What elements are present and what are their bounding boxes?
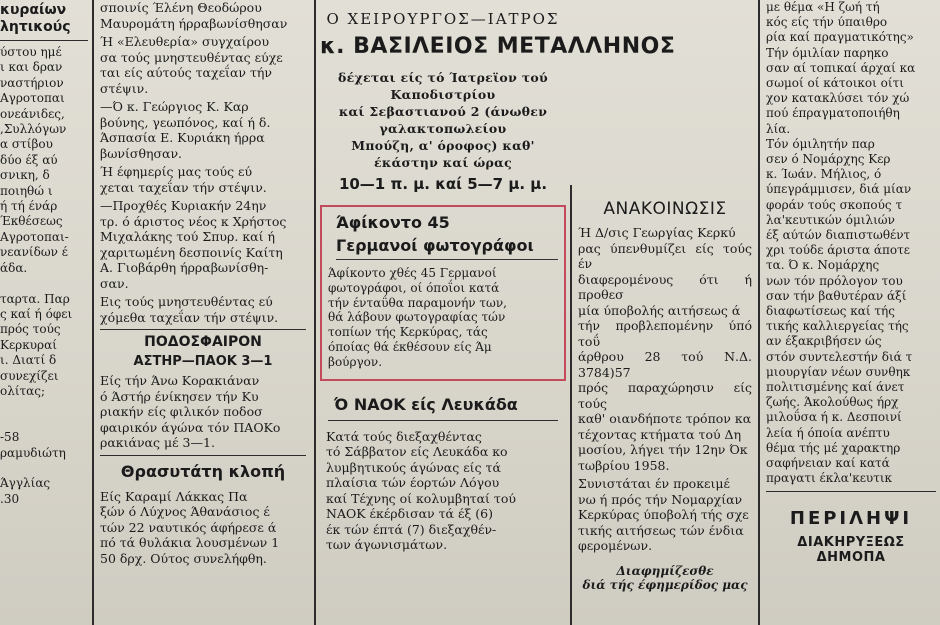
column-1-line: ι. Διατί δ bbox=[0, 353, 57, 368]
doctor-ad-hours: 10—1 π. μ. καί 5—7 μ. μ. bbox=[338, 175, 548, 193]
column-1-line bbox=[0, 399, 88, 414]
column-1-line: σνικη, δ bbox=[0, 168, 50, 183]
column-1-line: Αγροτοπαι- bbox=[0, 229, 69, 244]
photographers-heading-2: Γερμανοί φωτογράφοι bbox=[336, 236, 558, 260]
column-1-lines bbox=[0, 45, 88, 507]
engagement-para-4: Ή έφημερίς μας τούς εύ χεται ταχεΐαν τήν στέψιν. bbox=[100, 164, 267, 195]
column-1-line: Κερκυραί bbox=[0, 337, 57, 352]
column-1-line: .30 bbox=[0, 491, 20, 506]
engagement-para-2: Ή «Ελευθερία» συγχαίρου σα τούς μνηστευθέντας εύχε ται είς αύτούς ταχεΐαν τήν στέψιν. bbox=[100, 34, 283, 96]
sport-heading: ΠΟΔΟΣΦΑΙΡΟΝ bbox=[144, 334, 262, 350]
column-1-line: Αγροτοπαι bbox=[0, 91, 65, 106]
engagement-para-1: σποινίς Έλένη Θεοδώρου Μαυρομάτη ήρραβωνίσθησαν bbox=[100, 0, 288, 31]
summary-heading: ΠΕΡΙΛΗΨΙ bbox=[789, 507, 913, 529]
lecture-para: με θέμα «Η ζωή τή κός είς τήν ύπαιθρο ρία καί πραγματικότης» Τήν όμιλίαν παρηκο σαν αί τοπικαί άρχαί κα σωμοί οί κάτοικοι οίτι χον κατακλύσει τόν χώ πού έπραγματοποιήθη λία. Τόν όμιλητήν παρ σεν ό Νομάρχης Κερ κ. Ίωάν. Μήλιος, ό ύπεγράμμισεν, διά μίαν φοράν τούς σκοπούς τ λα'κευτικών όμιλιών έξ αύτών διαπιστωθέντ χρι τούδε άριστα άποτε τα. Ό κ. Νομάρχης νων τόν πρόλογον του σαν τήν βαθυτέραν άξί διαφωτίσεως καί τής τικής καλλιεργείας τής αν έξακριβήσεν ώς στόν συντελεστήν διά τ μιουργίαν νέων συνθηκ πολιτισμένης καί άνετ ζωής. Άκολούθως ήρχ μιλοΰσα ή κ. Δεσποινί λεία ή όποία ανέπτυ θέμα τής μέ χαρακτηρ σαφήνειαν καί κατά πραγατι έκλα'κευτικ bbox=[766, 0, 916, 486]
column-1 bbox=[0, 0, 88, 625]
tender-heading: ΔΙΑΚΗΡΥΞΕΩΣ ΔΗΜΟΠΑ bbox=[797, 534, 905, 565]
column-1-line: πρός τούς bbox=[0, 322, 61, 337]
column-1-line: α στίβου bbox=[0, 137, 53, 152]
column-1-line bbox=[0, 415, 88, 430]
doctor-ad-body: δέχεται είς τό Ίατρεϊον τού Καποδιστρίου καί Σεβαστιανού 2 (άνωθεν γαλακτοπωλείου Μπούζη, α' όροφος) καθ' έκάστην καί ώρας bbox=[337, 70, 549, 170]
column-1-line: -58 bbox=[0, 430, 20, 445]
doctor-ad-title: Ο ΧΕΙΡΟΥΡΓΟΣ—ΙΑΤΡΟΣ bbox=[326, 10, 560, 28]
column-1-rule bbox=[0, 40, 88, 41]
announcement-para-1: Ή Δ/σις Γεωργίας Κερκύ ρας ύπενθυμίζει είς τούς έν διαφερομένους ότι ή προθεσ μία ύποβολής αιτήσεως ά τήν προβλεπομένην ύπό τοΰ άρθρου 28 τού Ν.Δ. 3784)57 πρός παραχώρησιν είς τούς καθ' οιανδήποτε τρόπον κα τέχοντας κτήματα τού Δη μοσίου, λήγει τήν 12ην Όκ τωβρίου 1958. bbox=[578, 225, 752, 473]
column-divider-1 bbox=[92, 0, 94, 625]
announcement-para-2: Συνιστάται έν προκειμέ νω ή πρός τήν Νομαρχίαν Κερκύρας ύποβολή τής σχε τικής αιτήσεως τών ένδια φερομένων. bbox=[578, 476, 749, 553]
column-1-heading: κυραίων λητικούς bbox=[0, 2, 71, 35]
column-1-line: ονεάνιδες, bbox=[0, 106, 65, 121]
column-1-line: Άγγλίας bbox=[0, 476, 51, 491]
column-2 bbox=[96, 0, 310, 625]
column-1-line: ύστου ημέ bbox=[0, 45, 62, 59]
theft-para: Είς Καραμί Λάκκας Πα ξών ό Λύχνος Άθανάσιος έ τών 22 ναυτικός άφήρεσε ά πό τά θυλάκια λουσμένων 1 50 δρχ. Ούτος συνελήφθη. bbox=[100, 488, 280, 566]
announcement-heading: ΑΝΑΚΟΙΝΩΣΙΣ bbox=[603, 199, 727, 219]
column-5-rule bbox=[766, 491, 936, 492]
photographers-para: Άφίκοντο χθές 45 Γερμανοί φωτογράφοι, οί όποΐοι κατά τήν ένταΰθα παραμονήν των, θά λάβουν φωτογραφίας τών τοπίων τής Κερκύρας, τάς όποίας θά έκθέσουν είς Άμ βούργον. bbox=[328, 266, 507, 369]
doctor-ad-name: κ. ΒΑΣΙΛΕΙΟΣ ΜΕΤΑΛΛΗΝΟΣ bbox=[320, 34, 676, 59]
column-1-line bbox=[0, 276, 88, 291]
naok-para: Κατά τούς διεξαχθέντας τό Σάββατον είς Λευκάδα κο λυμβητικούς άγώνας είς τά πλαίσια τών έορτών Λόγου καί Τέχνης οί κολυμβηταί τού ΝΑΟΚ έκέρδισαν τά έξ (6) έκ τών έπτά (7) διεξαχθέν- των άγωνισμάτων. bbox=[326, 428, 516, 553]
column-divider-4 bbox=[758, 0, 760, 625]
sport-para: Είς τήν Άνω Κορακιάναν ό Άστήρ ένίκησεν τήν Κυ ριακήν είς φιλικόν ποδοσ φαιρικόν άγώνα τόν ΠΑΟΚο ρακιάνας μέ 3—1. bbox=[100, 373, 281, 450]
column-1-line: ή τή ένάρ bbox=[0, 199, 58, 214]
photographers-article-frame bbox=[320, 205, 566, 381]
engagement-para-5: —Προχθές Κυριακήν 24ην τρ. ό άριστος νέος κ Χρήστος Μιχαλάκης τού Σπυρ. καί ή χαριτωμένη δεσποινίς Καίτη Α. Γιοβάρθη ήρραβωνίσθη- σαν. bbox=[100, 198, 287, 291]
theft-heading: Θρασυτάτη κλοπή bbox=[120, 461, 286, 481]
column-divider-2 bbox=[314, 0, 316, 625]
engagement-para-6: Εις τούς μνηστευθέντας εύ χόμεθα ταχεΐαν τήν στέψιν. bbox=[100, 294, 279, 325]
sport-rule bbox=[100, 329, 306, 330]
column-1-line: ,Συλλόγων bbox=[0, 122, 67, 137]
photographers-heading-1: Άφίκοντο 45 bbox=[336, 213, 450, 232]
column-1-line bbox=[0, 461, 88, 476]
column-5 bbox=[762, 0, 940, 625]
theft-rule bbox=[100, 455, 306, 456]
naok-rule bbox=[328, 420, 558, 421]
sport-subheading: ΑΣΤΗΡ—ΠΑΟΚ 3—1 bbox=[133, 354, 273, 369]
column-1-line: Έκθέσεως bbox=[0, 214, 63, 229]
column-1-line: ταρτα. Παρ bbox=[0, 291, 70, 306]
advertise-footer: Διαφημίζεσθε διά τής έφημερίδος μας bbox=[582, 563, 748, 592]
column-4 bbox=[574, 185, 756, 625]
column-1-line: ι και δραν bbox=[0, 60, 63, 75]
column-1-line: ναστήριον bbox=[0, 75, 64, 90]
column-1-line: ποιηθώ ι bbox=[0, 183, 53, 198]
column-1-line: ραμυδιώτη bbox=[0, 445, 66, 460]
naok-heading: Ό ΝΑΟΚ είς Λευκάδα bbox=[334, 394, 518, 414]
column-1-line: άδα. bbox=[0, 260, 28, 275]
column-1-line: ς καί ή όφει bbox=[0, 306, 73, 321]
engagement-para-3: —Ό κ. Γεώργιος Κ. Καρ βούνης, γεωπόνος, καί ή δ. Άσπασία Ε. Κυριάκη ήρρα βωνίσθησαν. bbox=[100, 99, 271, 161]
column-divider-3 bbox=[570, 185, 572, 625]
column-1-line: νεανίδων έ bbox=[0, 245, 68, 260]
column-1-line: δύο έξ αύ bbox=[0, 152, 58, 167]
column-1-line: ολίτας; bbox=[0, 383, 46, 398]
column-1-line: συνεχίζει bbox=[0, 368, 59, 383]
